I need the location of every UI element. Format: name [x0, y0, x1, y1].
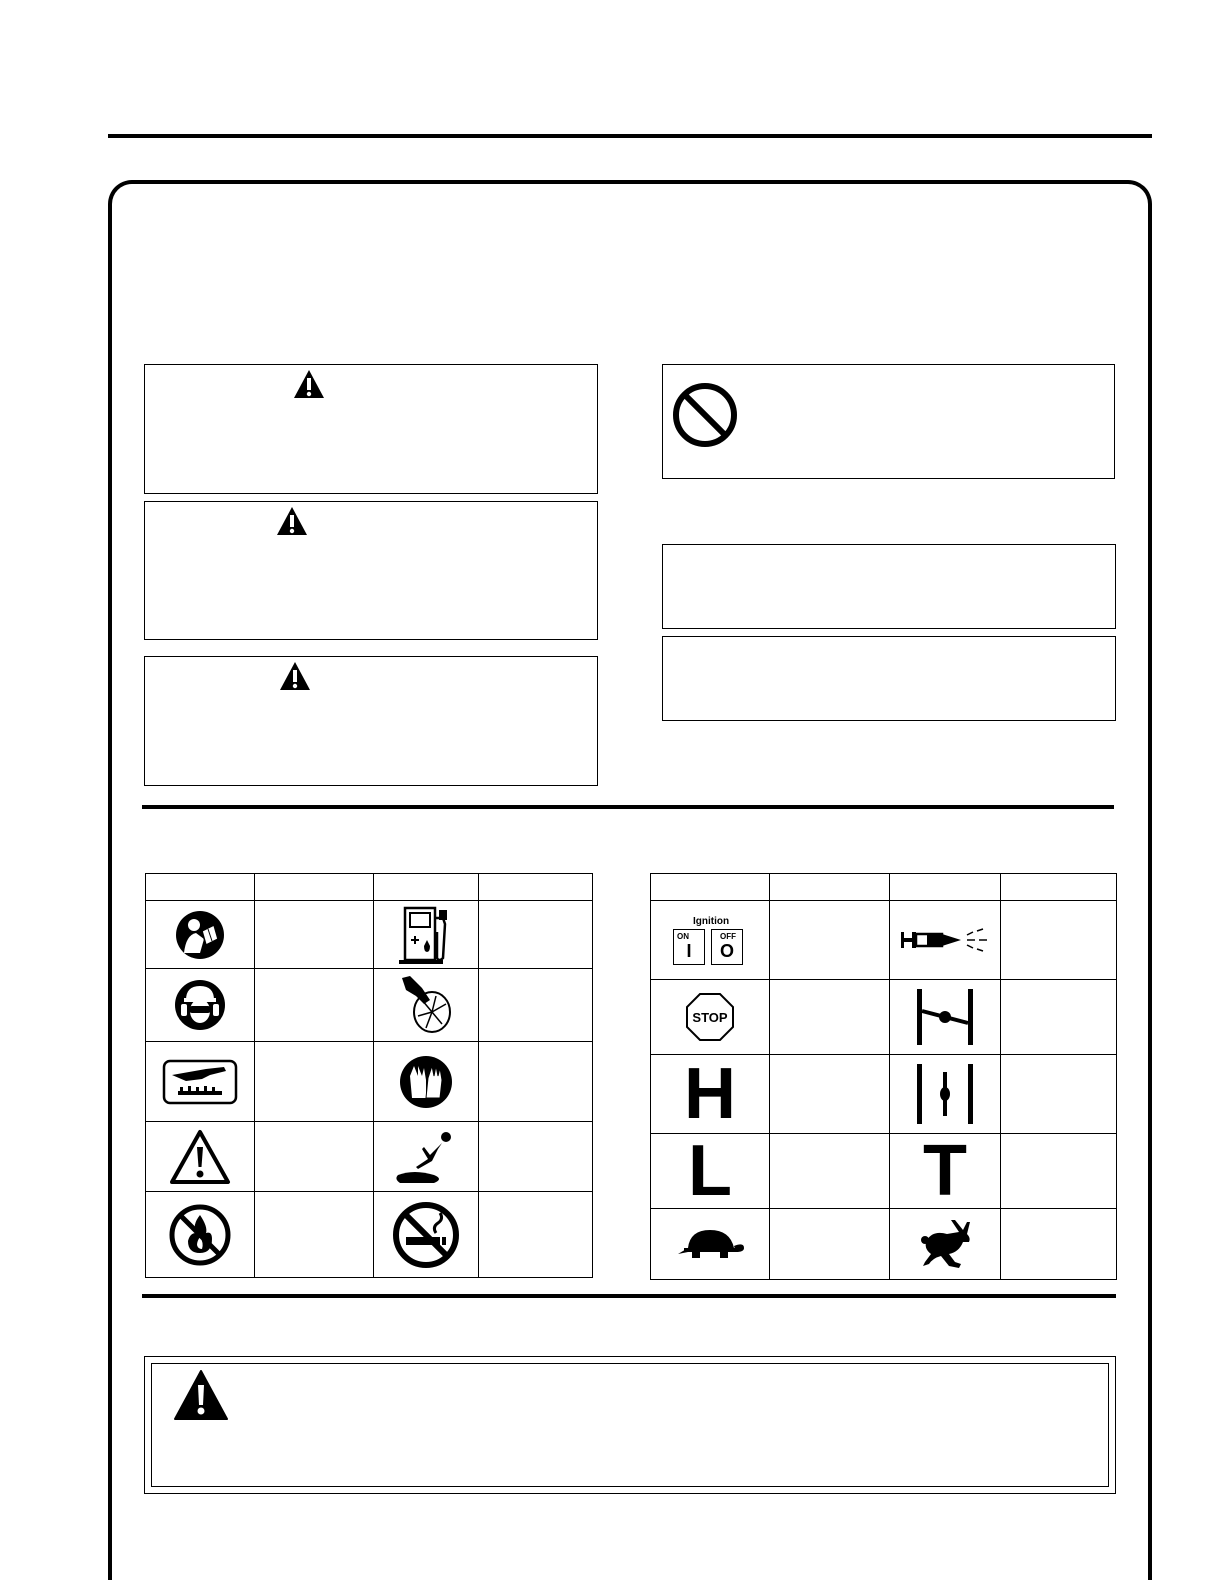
letter-t-icon: T: [923, 1131, 967, 1211]
table-row: [651, 1134, 1117, 1209]
stop-sign-icon: [685, 992, 735, 1042]
ignition-title: Ignition: [693, 915, 730, 927]
warning-triangle-icon: [279, 661, 311, 691]
table-row: [146, 901, 593, 969]
stop-sign-text: STOP: [692, 1010, 728, 1025]
table-row: [146, 1192, 593, 1278]
letter-l-icon: L: [688, 1131, 732, 1211]
table-row: [651, 1209, 1117, 1280]
header-rule: [108, 134, 1152, 138]
turtle-slow-icon: [674, 1226, 746, 1262]
note-box-1: [662, 544, 1116, 629]
symbol-table-right: [650, 873, 1117, 1280]
table-header-row: [651, 874, 1117, 901]
warning-box-3: [144, 656, 598, 786]
fuel-pump-icon: [397, 904, 455, 966]
warning-box-2: [144, 501, 598, 640]
section-rule-1: [142, 805, 1114, 809]
prohibition-icon: [671, 381, 739, 449]
no-smoking-icon: [392, 1201, 460, 1269]
warning-triangle-icon: [276, 506, 308, 536]
choke-open-icon: [905, 1062, 985, 1126]
choke-closed-icon: [905, 987, 985, 1047]
table-row: [651, 980, 1117, 1055]
gloves-icon: [398, 1054, 454, 1110]
table-row: [146, 1122, 593, 1192]
section-rule-2: [142, 1294, 1116, 1298]
rabbit-fast-icon: [915, 1218, 975, 1270]
ignition-on-symbol: I: [686, 940, 692, 961]
warning-triangle-icon: [173, 1369, 229, 1421]
warning-triangle-icon: [293, 369, 325, 399]
primer-syringe-icon: [899, 927, 991, 953]
table-row: [651, 1055, 1117, 1134]
ignition-on-switch: [673, 929, 705, 965]
prohibition-box: [662, 364, 1115, 479]
table-header-row: [146, 874, 593, 901]
slip-fall-icon: [394, 1129, 458, 1185]
read-manual-icon: [174, 909, 226, 961]
no-open-flame-icon: [168, 1203, 232, 1267]
bottom-warning-inner-border: [151, 1363, 1109, 1487]
table-row: [651, 901, 1117, 980]
hearing-eye-protection-icon: [173, 978, 227, 1032]
ignition-on-label: ON: [677, 931, 689, 941]
warning-triangle-icon: [169, 1129, 231, 1185]
ignition-off-symbol: O: [719, 940, 734, 961]
note-box-2: [662, 636, 1116, 721]
bottom-warning-box: [144, 1356, 1116, 1494]
table-row: [146, 969, 593, 1042]
ignition-off-switch: [711, 929, 743, 965]
warning-box-1: [144, 364, 598, 494]
hot-surface-hand-icon: [162, 1059, 238, 1105]
hand-cutting-blade-icon: [396, 974, 456, 1036]
table-row: [146, 1042, 593, 1122]
ignition-switch-icon: [673, 916, 747, 965]
letter-h-icon: H: [684, 1054, 736, 1134]
symbol-table-left: [145, 873, 593, 1278]
ignition-off-label: OFF: [720, 931, 736, 941]
